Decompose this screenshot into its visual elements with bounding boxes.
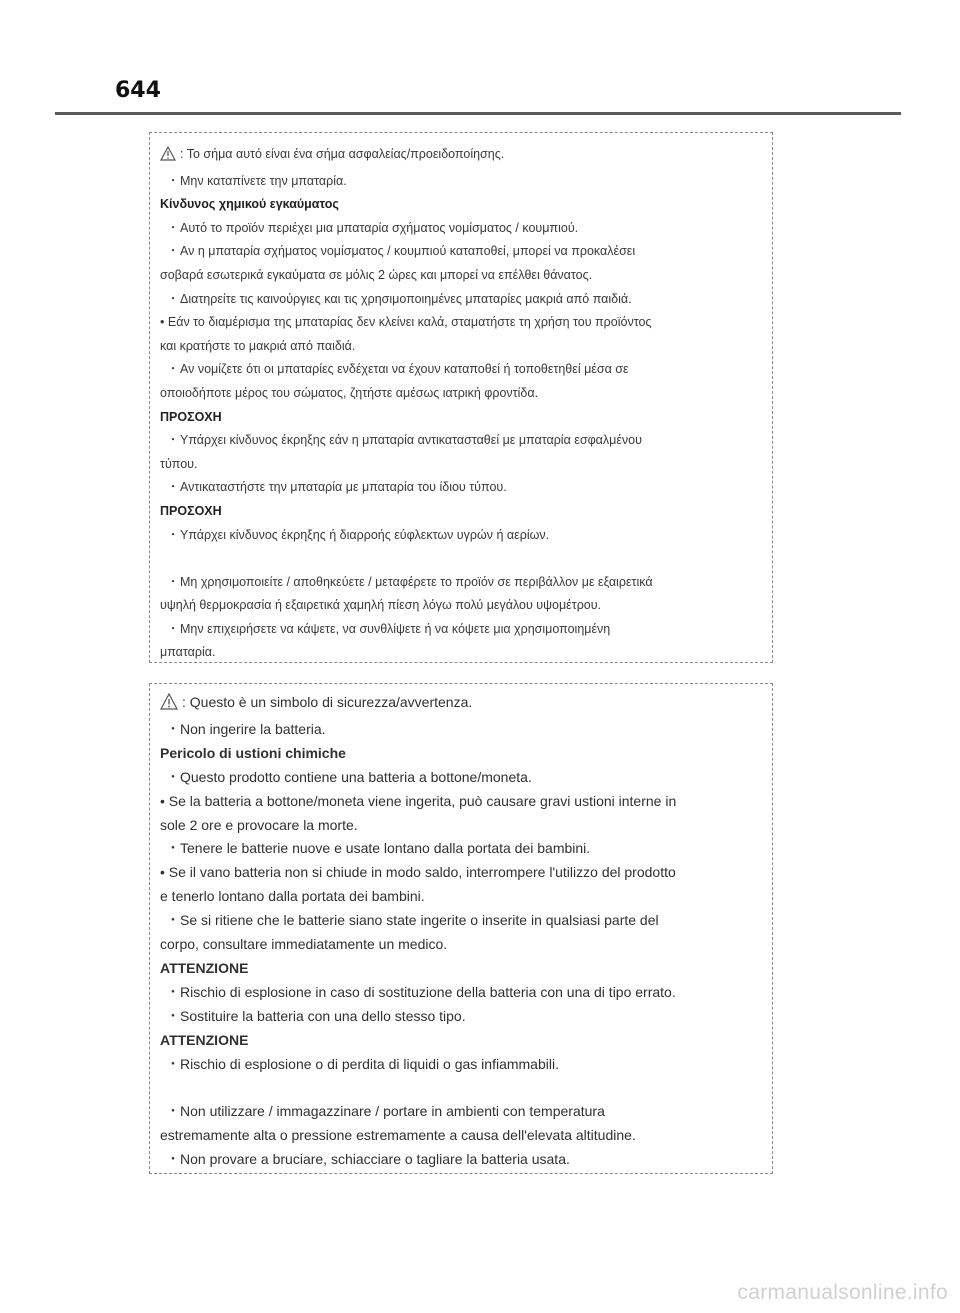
item-text: Αυτό το προϊόν περιέχει μια μπαταρία σχήματος νομίσματος / κουμπιού. bbox=[180, 220, 579, 235]
page-number: 644 bbox=[115, 78, 161, 103]
bullet: ・ bbox=[166, 720, 180, 737]
item-continuation: estremamente alta o pressione estremamente a causa dell'elevata altitudine. bbox=[160, 1127, 636, 1144]
bullet: ・ bbox=[166, 480, 180, 495]
list-item bbox=[160, 790, 762, 814]
list-item bbox=[160, 1005, 762, 1029]
item-text: Μην επιχειρήσετε να κάψετε, να συνθλίψετε ή να κόψετε μια χρησιμοποιημένη bbox=[180, 621, 611, 636]
item-text: Sostituire la batteria con una dello stesso tipo. bbox=[180, 1007, 466, 1024]
spacer bbox=[160, 547, 762, 571]
item-text: Se si ritiene che le batterie siano state ingerite o inserite in qualsiasi parte del bbox=[180, 912, 659, 929]
bullet: ・ bbox=[166, 433, 180, 448]
warning-line bbox=[160, 691, 762, 718]
warning-text: : Questo è un simbolo di sicurezza/avvertenza. bbox=[182, 694, 473, 710]
bullet: ・ bbox=[166, 574, 180, 589]
section-heading: Κίνδυνος χημικού εγκαύματος bbox=[160, 197, 339, 212]
section-heading: ΠΡΟΣΟΧΗ bbox=[160, 503, 222, 518]
bullet: ・ bbox=[166, 220, 180, 235]
list-item bbox=[160, 1148, 762, 1172]
item-text: Αν νομίζετε ότι οι μπαταρίες ενδέχεται να έχουν καταποθεί ή τοποθετηθεί μέσα σε bbox=[180, 362, 629, 377]
watermark: carmanualsonline.info bbox=[737, 1281, 948, 1304]
item-text: Υπάρχει κίνδυνος έκρηξης εάν η μπαταρία αντικατασταθεί με μπαταρία εσφαλμένου bbox=[180, 433, 642, 448]
item-text: Rischio di esplosione in caso di sostituzione della batteria con una di tipo errato. bbox=[180, 983, 676, 1000]
warning-text: : Το σήμα αυτό είναι ένα σήμα ασφαλείας/προειδοποίησης. bbox=[180, 147, 505, 161]
item-text: Υπάρχει κίνδυνος έκρηξης ή διαρροής εύφλεκτων υγρών ή αερίων. bbox=[180, 527, 550, 542]
safety-box-greek bbox=[149, 132, 773, 663]
list-item bbox=[160, 837, 762, 861]
item-text: Εάν το διαμέρισμα της μπαταρίας δεν κλείνει καλά, σταματήστε τη χρήση του προϊόντος bbox=[167, 315, 652, 330]
section-heading: ATTENZIONE bbox=[160, 1031, 249, 1048]
item-text: Se il vano batteria non si chiude in modo saldo, interrompere l'utilizzo del prodotto bbox=[168, 864, 676, 881]
bullet: ・ bbox=[166, 912, 180, 929]
warning-triangle-icon bbox=[160, 693, 178, 718]
section-heading: Pericolo di ustioni chimiche bbox=[160, 744, 346, 761]
item-continuation: και κρατήστε το μακριά από παιδιά. bbox=[160, 338, 356, 353]
bullet: ・ bbox=[166, 983, 180, 1000]
bullet: ・ bbox=[166, 1007, 180, 1024]
list-item bbox=[160, 1053, 762, 1077]
list-item bbox=[160, 618, 762, 642]
item-continuation: corpo, consultare immediatamente un medico. bbox=[160, 936, 448, 953]
warning-line bbox=[160, 143, 762, 170]
item-text: Μη χρησιμοποιείτε / αποθηκεύετε / μεταφέρετε το προϊόν σε περιβάλλον με εξαιρετικά bbox=[180, 574, 653, 589]
item-text: Non utilizzare / immagazzinare / portare in ambienti con temperatura bbox=[180, 1103, 605, 1120]
list-item bbox=[160, 311, 762, 335]
bullet: ・ bbox=[166, 173, 180, 188]
bullet: ・ bbox=[166, 244, 180, 259]
list-item bbox=[160, 1100, 762, 1124]
item-continuation: μπαταρία. bbox=[160, 645, 216, 660]
list-item bbox=[160, 358, 762, 382]
list-item bbox=[160, 909, 762, 933]
list-item bbox=[160, 571, 762, 595]
item-text: Rischio di esplosione o di perdita di liquidi o gas infiammabili. bbox=[180, 1055, 559, 1072]
list-item bbox=[160, 718, 762, 742]
item-text: Non ingerire la batteria. bbox=[180, 720, 326, 737]
bullet: ・ bbox=[166, 362, 180, 377]
item-continuation: οποιοδήποτε μέρος του σώματος, ζητήστε αμέσως ιατρική φροντίδα. bbox=[160, 385, 539, 400]
bullet: • bbox=[160, 864, 165, 881]
item-text: Μην καταπίνετε την μπαταρία. bbox=[180, 173, 347, 188]
bullet: • bbox=[160, 792, 165, 809]
warning-triangle-icon bbox=[160, 146, 176, 170]
list-item bbox=[160, 981, 762, 1005]
section-heading: ATTENZIONE bbox=[160, 959, 249, 976]
item-continuation: σοβαρά εσωτερικά εγκαύματα σε μόλις 2 ώρες και μπορεί να επέλθει θάνατος. bbox=[160, 267, 593, 282]
header-rule bbox=[55, 112, 901, 115]
item-text: Διατηρείτε τις καινούργιες και τις χρησιμοποιημένες μπαταρίες μακριά από παιδιά. bbox=[180, 291, 632, 306]
bullet: ・ bbox=[166, 621, 180, 636]
list-item bbox=[160, 524, 762, 548]
item-text: Questo prodotto contiene una batteria a bottone/moneta. bbox=[180, 768, 532, 785]
bullet: ・ bbox=[166, 1103, 180, 1120]
spacer bbox=[160, 1077, 762, 1101]
item-text: Αν η μπαταρία σχήματος νομίσματος / κουμπιού καταποθεί, μπορεί να προκαλέσει bbox=[180, 244, 636, 259]
section-heading: ΠΡΟΣΟΧΗ bbox=[160, 409, 222, 424]
item-continuation: sole 2 ore e provocare la morte. bbox=[160, 816, 358, 833]
list-item bbox=[160, 288, 762, 312]
item-text: Αντικαταστήστε την μπαταρία με μπαταρία του ίδιου τύπου. bbox=[180, 480, 507, 495]
item-text: Non provare a bruciare, schiacciare o tagliare la batteria usata. bbox=[180, 1151, 570, 1168]
bullet: ・ bbox=[166, 291, 180, 306]
list-item bbox=[160, 476, 762, 500]
item-text: Se la batteria a bottone/moneta viene ingerita, può causare gravi ustioni interne in bbox=[168, 792, 677, 809]
list-item bbox=[160, 429, 762, 453]
bullet: ・ bbox=[166, 1055, 180, 1072]
bullet: ・ bbox=[166, 527, 180, 542]
list-item bbox=[160, 240, 762, 264]
list-item bbox=[160, 170, 762, 194]
bullet: ・ bbox=[166, 768, 180, 785]
bullet: ・ bbox=[166, 1151, 180, 1168]
item-continuation: υψηλή θερμοκρασία ή εξαιρετικά χαμηλή πίεση λόγω πολύ μεγάλου υψομέτρου. bbox=[160, 598, 602, 613]
bullet: • bbox=[160, 315, 165, 330]
safety-box-italian bbox=[149, 683, 773, 1174]
list-item bbox=[160, 861, 762, 885]
item-continuation: τύπου. bbox=[160, 456, 198, 471]
list-item bbox=[160, 217, 762, 241]
list-item bbox=[160, 766, 762, 790]
bullet: ・ bbox=[166, 840, 180, 857]
item-continuation: e tenerlo lontano dalla portata dei bambini. bbox=[160, 888, 425, 905]
item-text: Tenere le batterie nuove e usate lontano dalla portata dei bambini. bbox=[180, 840, 591, 857]
